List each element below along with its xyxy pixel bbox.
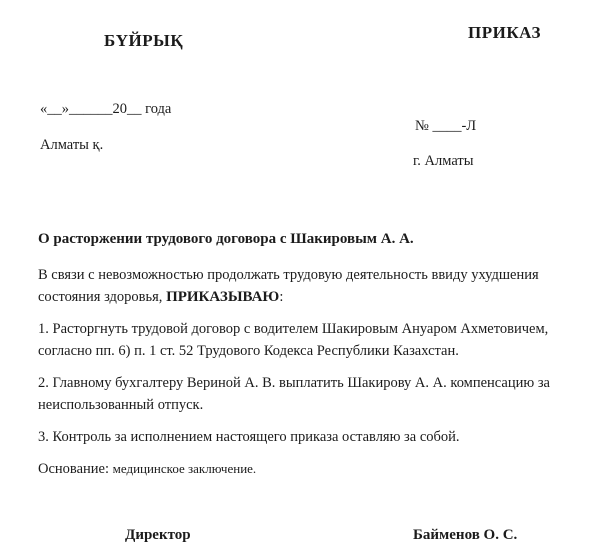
- document-title-russian: ПРИКАЗ: [468, 23, 541, 42]
- preamble-suffix: :: [279, 289, 284, 305]
- document-title-kazakh: БҮЙРЫҚ: [104, 31, 184, 50]
- order-item-1: 1. Расторгнуть трудовой договор с водителем Шакировым Ануаром Ахметовичем, согласно пп. 6) п. 1 ст. 52 Трудового Кодекса Республики Казахстан.: [38, 321, 549, 359]
- city-label-russian: г. Алматы: [413, 153, 474, 169]
- subject-line: О расторжении трудового договора с Шакировым А. А.: [38, 231, 414, 247]
- basis-label: Основание:: [38, 461, 109, 477]
- preamble-text: В связи с невозможностью продолжать трудовую деятельность ввиду ухудшения состояния здоровья,: [38, 267, 539, 305]
- basis-value: медицинское заключение.: [112, 461, 257, 476]
- date-blank-line: «__»______20__ года: [40, 101, 172, 117]
- order-number-line: № ____-Л: [415, 118, 477, 134]
- city-label-kazakh: Алматы қ.: [40, 137, 104, 153]
- document-body: [38, 228, 572, 480]
- signer-role: Директор: [125, 527, 191, 543]
- prikazyvayu-keyword: ПРИКАЗЫВАЮ: [166, 289, 280, 305]
- order-item-3: 3. Контроль за исполнением настоящего приказа оставляю за собой.: [38, 429, 460, 445]
- signer-name: Байменов О. С.: [413, 527, 518, 543]
- order-item-2: 2. Главному бухгалтеру Вериной А. В. выплатить Шакирову А. А. компенсацию за неиспользованный отпуск.: [38, 375, 550, 413]
- preamble-paragraph: [38, 264, 572, 308]
- basis-line: [38, 458, 572, 480]
